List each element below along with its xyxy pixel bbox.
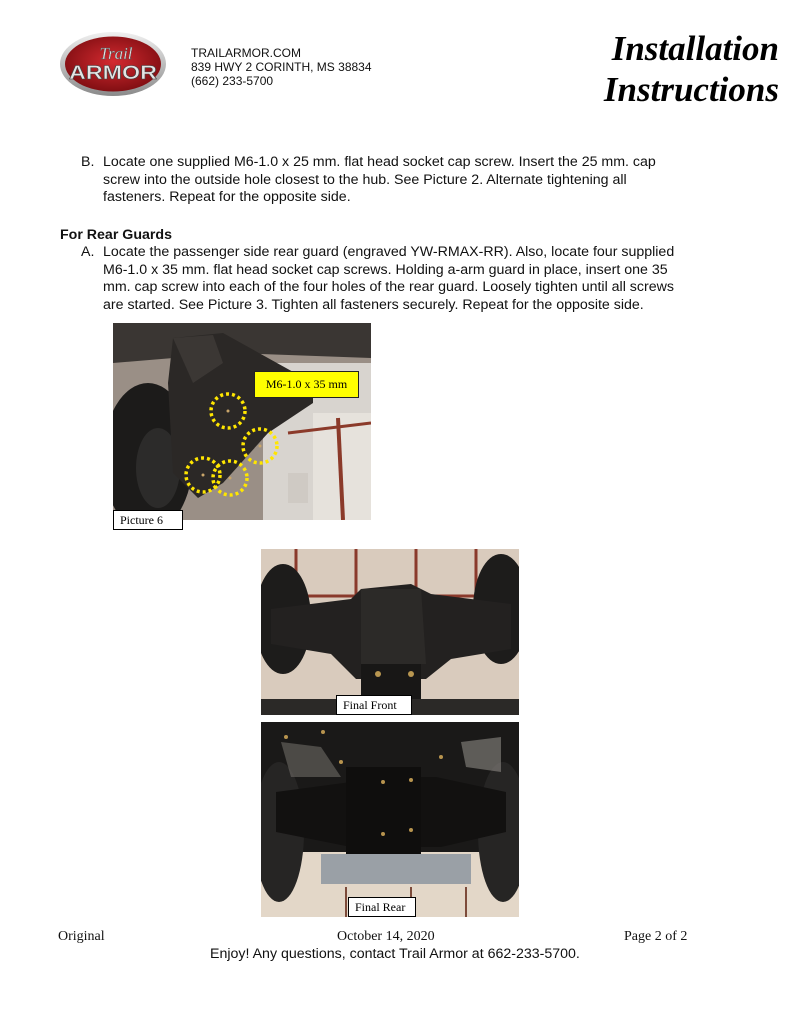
step-line: M6-1.0 x 35 mm. flat head socket cap screws. Holding a-arm guard in place, insert one 35 (103, 261, 668, 278)
final-rear-photo (261, 722, 519, 917)
step-line: mm. cap screw into each of the four holes of the rear guard. Loosely tighten until all screws (103, 279, 674, 295)
footer-date: October 14, 2020 (337, 929, 435, 944)
footer-contact-note: Enjoy! Any questions, contact Trail Armor at 662-233-5700. (210, 946, 580, 962)
step-line: Locate the passenger side rear guard (engraved YW-RMAX-RR). Also, locate four supplied (103, 244, 675, 260)
company-phone: (662) 233-5700 (191, 74, 274, 88)
final-rear-caption: Final Rear (348, 897, 416, 917)
footer-revision: Original (58, 929, 105, 944)
footer-page-number: Page 2 of 2 (624, 929, 688, 944)
step-text (103, 154, 656, 207)
instruction-step-a (81, 244, 741, 316)
final-front-caption: Final Front (336, 695, 412, 715)
final-front-photo (261, 549, 519, 715)
picture-6-photo (113, 323, 371, 520)
company-website: TRAILARMOR.COM (191, 46, 302, 60)
picture-6-caption: Picture 6 (113, 510, 183, 530)
section-heading-rear-guards: For Rear Guards (60, 227, 172, 243)
company-contact (191, 46, 372, 88)
screw-size-label: M6-1.0 x 35 mm (254, 371, 359, 398)
step-letter: B. (81, 154, 95, 170)
company-address: 839 HWY 2 CORINTH, MS 38834 (191, 60, 372, 74)
step-line: fasteners. Repeat for the opposite side. (103, 189, 351, 205)
title-line-1: Installation (611, 29, 779, 68)
step-line: are started. See Picture 3. Tighten all fasteners securely. Repeat for the opposite side. (103, 296, 644, 313)
step-text (103, 244, 674, 314)
logo-text-armor: ARMOR (69, 63, 158, 84)
logo-emblem-icon (58, 30, 168, 98)
logo-text-trail: Trail (99, 44, 133, 63)
instruction-step-b (81, 154, 741, 210)
trail-armor-logo (58, 30, 168, 98)
document-title (604, 28, 779, 110)
step-line: screw into the outside hole closest to the hub. See Picture 2. Alternate tightening all (103, 171, 627, 188)
step-letter: A. (81, 244, 95, 260)
step-line: Locate one supplied M6-1.0 x 25 mm. flat head socket cap screw. Insert the 25 mm. cap (103, 154, 656, 170)
title-line-2: Instructions (603, 70, 779, 109)
